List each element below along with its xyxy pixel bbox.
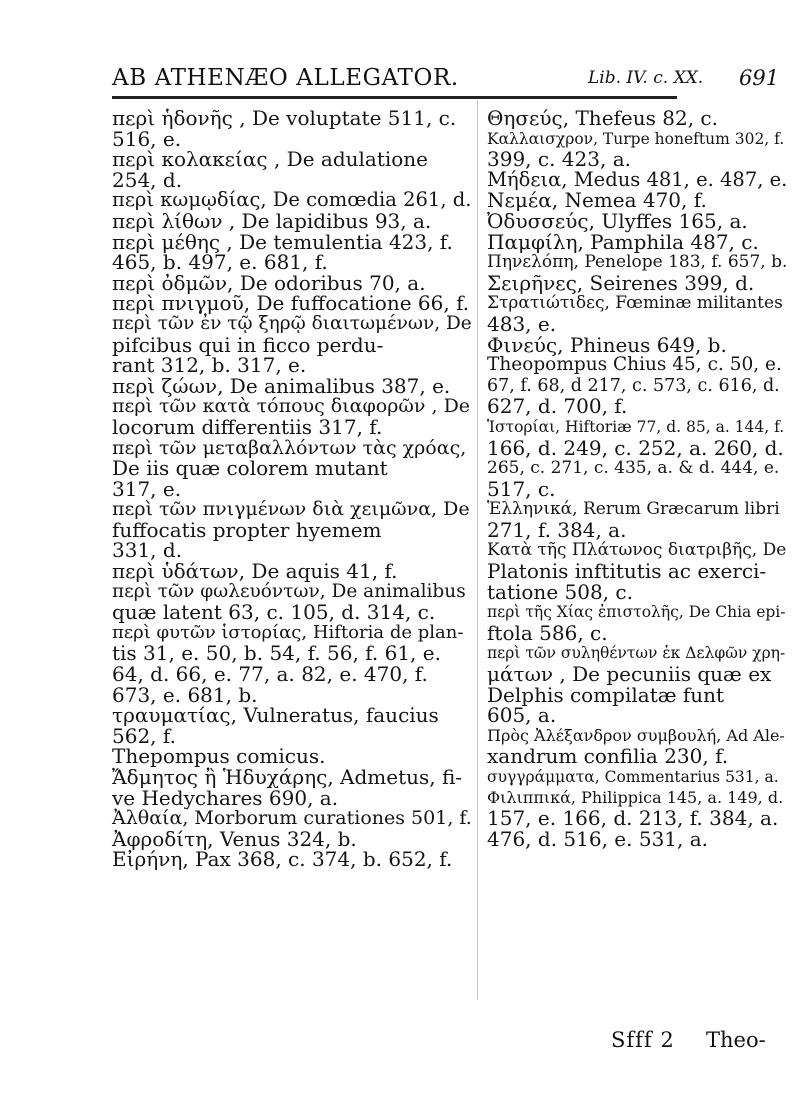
index-entry-line: Ἀφροδίτη, Venus 324, b.: [112, 826, 357, 851]
index-entry-line: 157, e. 166, d. 213, f. 384, a.: [487, 806, 779, 831]
page-number: 691: [739, 66, 780, 90]
index-entry-line: περὶ φυτῶν ἱστορίας, Hiftoria de plan-: [112, 621, 464, 643]
index-entry-line: περὶ κωμῳδίας, De comœdia 261, d.: [112, 188, 472, 212]
index-entry-line: 516, e.: [112, 126, 182, 151]
index-entry-line: περὶ πνιγμοῦ, De fuffocatione 66, f.: [112, 291, 470, 316]
index-entry-line: Φινεύς, Phineus 649, b.: [487, 332, 727, 357]
index-entry-line: tis 31, e. 50, b. 54, f. 56, f. 61, e.: [112, 641, 441, 666]
index-entry-line: 465, b. 497, e. 681, f.: [112, 250, 328, 275]
index-entry-line: περὶ κολακείας , De adulatione: [112, 147, 429, 172]
index-entry-line: Στρατιώτιδες, Fœminæ militantes: [487, 293, 783, 314]
index-entry-line: μάτων , De pecuniis quæ ex: [487, 662, 772, 687]
index-entry-line: 517, c.: [487, 476, 556, 501]
index-entry-line: 399, c. 423, a.: [487, 147, 631, 172]
index-entry-line: 673, e. 681, b.: [112, 682, 258, 707]
index-entry-line: 271, f. 384, a.: [487, 517, 627, 542]
index-entry-line: Platonis inftitutis ac exerci-: [487, 559, 767, 584]
index-entry-line: Κατὰ τῆς Πλάτωνος διατριβῆς, De: [487, 540, 787, 561]
index-entry-line: περὶ τῶν ἐν τῷ ξηρῷ διαιτωμένων, De: [112, 312, 472, 334]
index-entry-line: xandrum confilia 230, f.: [487, 744, 729, 769]
index-entry-line: Ἀλθαία, Morborum curationes 501, f.: [112, 807, 472, 830]
index-entry-line: Πηνελόπη, Penelope 183, f. 657, b.: [487, 252, 788, 273]
index-entry-line: tatione 508, c.: [487, 579, 633, 604]
index-entry-line: 562, f.: [112, 723, 176, 748]
index-entry-line: περὶ ὀδμῶν, De odoribus 70, a.: [112, 270, 426, 295]
running-header: [0, 62, 800, 96]
index-entry-line: ve Hedychares 690, a.: [112, 785, 339, 810]
index-entry-line: Εἰρήνη, Pax 368, c. 374, b. 652, f.: [112, 847, 453, 872]
index-entry-line: 64, d. 66, e. 77, a. 82, e. 470, f.: [112, 662, 428, 687]
index-entry-line: περὶ τῶν μεταβαλλόντων τὰς χρόας,: [112, 436, 467, 459]
index-entry-line: Νεμέα, Nemea 470, f.: [487, 188, 707, 213]
index-entry-line: locorum differentiis 317, f.: [112, 414, 383, 439]
index-entry-line: περὶ μέθης , De temulentia 423, f.: [112, 229, 453, 254]
index-column-left: [112, 108, 472, 870]
index-entry-line: Thepompus comicus.: [112, 744, 326, 769]
index-entry-line: περὶ τῶν κατὰ τόπους διαφορῶν , De: [112, 395, 471, 418]
index-entry-line: 265, c. 271, c. 435, a. & d. 444, e.: [487, 458, 780, 479]
index-column-right: [487, 108, 787, 849]
index-entry-line: 605, a.: [487, 703, 557, 728]
index-entry-line: 331, d.: [112, 538, 183, 563]
index-entry-line: τραυματίας, Vulneratus, faucius: [112, 703, 439, 728]
index-entry-line: περὶ ἡδονῆς , De voluptate 511, c.: [112, 106, 457, 130]
index-entry-line: Ἄδμητος ἢ Ἡδυχάρης, Admetus, fi-: [112, 765, 463, 789]
index-entry-line: 166, d. 249, c. 252, a. 260, d.: [487, 435, 784, 460]
index-entry-line: Καλλαισχρον, Turpe honeftum 302, f.: [487, 129, 785, 148]
index-entry-line: περὶ λίθων , De lapidibus 93, a.: [112, 208, 432, 233]
index-entry-line: Πρὸς Ἀλέξανδρον συμβουλή, Ad Ale-: [487, 725, 785, 745]
index-entry-line: περὶ τῆς Χίας ἐπιστολῆς, De Chia epi-: [487, 603, 786, 622]
index-entry-line: quæ latent 63, c. 105, d. 314, c.: [112, 600, 436, 625]
index-entry-line: Φιλιππικά, Philippica 145, a. 149, d.: [487, 787, 784, 807]
index-entry-line: ftola 586, c.: [487, 620, 608, 645]
index-entry-line: pifcibus qui in ficco perdu-: [112, 332, 384, 357]
index-entry-line: Σειρῆνες, Seirenes 399, d.: [487, 270, 755, 295]
index-entry-line: Θησεύς, Thefeus 82, c.: [487, 106, 718, 130]
index-entry-line: fuffocatis propter hyemem: [112, 517, 382, 542]
index-entry-line: De iis quæ colorem mutant: [112, 456, 388, 481]
index-entry-line: περὶ ὑδάτων, De aquis 41, f.: [112, 559, 398, 584]
index-entry-line: Ἱστορίαι, Hiftoriæ 77, d. 85, a. 144, f.: [487, 417, 785, 436]
index-entry-line: περὶ τῶν συληθέντων ἐκ Δελφῶν χρη-: [487, 644, 786, 663]
index-entry-line: 483, e.: [487, 311, 557, 336]
index-entry-line: Ἑλληνικά, Rerum Græcarum libri: [487, 499, 780, 520]
index-entry-line: Μήδεια, Medus 481, e. 487, e.: [487, 167, 788, 191]
catchword: Theo-: [706, 1028, 766, 1052]
index-entry-line: 67, f. 68, d 217, c. 573, c. 616, d.: [487, 375, 780, 396]
index-entry-line: Delphis compilatæ funt: [487, 682, 725, 707]
index-entry-line: Theopompus Chius 45, c. 50, e.: [487, 354, 782, 376]
running-title: AB ATHENÆO ALLEGATOR.: [112, 65, 459, 91]
header-rule: [112, 96, 677, 99]
index-entry-line: rant 312, b. 317, e.: [112, 353, 307, 378]
index-entry-line: 254, d.: [112, 167, 183, 192]
index-entry-line: Παμφίλη, Pamphila 487, c.: [487, 229, 759, 254]
book-chapter-reference: Lib. IV. c. XX.: [588, 68, 704, 88]
signature-mark: Sfff 2: [611, 1028, 675, 1052]
index-entry-line: περὶ τῶν φωλευόντων, De animalibus: [112, 580, 466, 602]
index-entry-line: περὶ τῶν πνιγμένων διὰ χειμῶνα, De: [112, 498, 470, 521]
index-entry-line: συγγράμματα, Commentarius 531, a.: [487, 768, 779, 786]
index-entry-line: 476, d. 516, e. 531, a.: [487, 826, 709, 851]
index-entry-line: Ὀδυσσεύς, Ulyffes 165, a.: [487, 208, 748, 233]
index-entry-line: 627, d. 700, f.: [487, 394, 628, 419]
column-divider: [477, 100, 478, 1000]
index-entry-line: 317, e.: [112, 476, 182, 501]
index-entry-line: περὶ ζώων, De animalibus 387, e.: [112, 373, 451, 398]
